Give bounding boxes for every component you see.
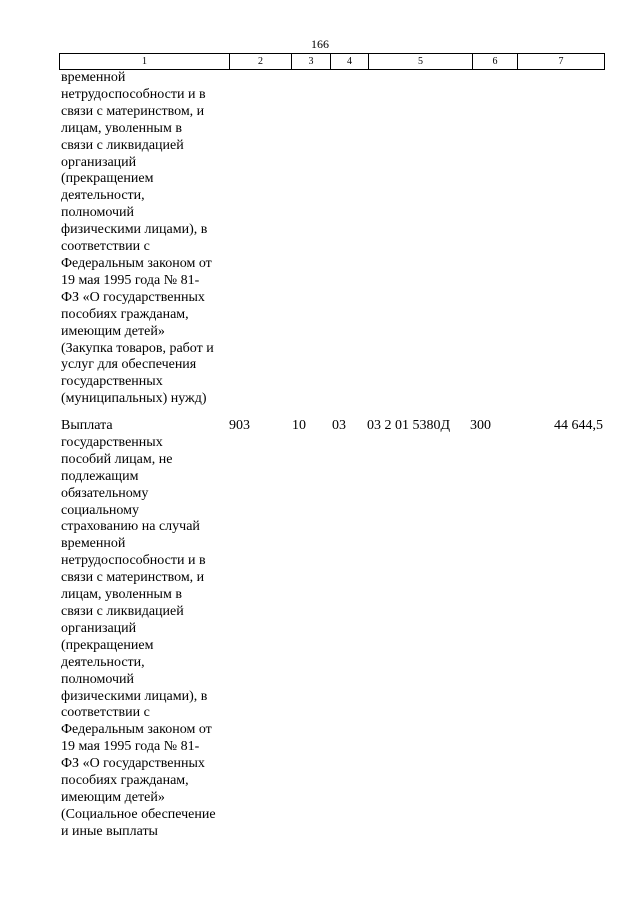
row-expense-type-code: 300 <box>470 418 491 433</box>
row-section-code: 10 <box>292 418 306 433</box>
row-name: Выплата государственных пособий лицам, не подлежащим обязательному социальному страхованию на случай временной нетрудоспособности и в связи с материнством, и лицам, уволенным в связи с ликвидацией организаций (прекращением деятельности, полномочий физическими лицами), в соответствии с Федеральным законом от 19 мая 1995 года № 81- ФЗ «О государственных пособиях гражданам, имеющим детей» (Социальное обеспечение и иные выплаты <box>61 418 216 839</box>
column-header-6: 6 <box>473 54 518 70</box>
column-header-3: 3 <box>292 54 331 70</box>
column-header-5: 5 <box>369 54 473 70</box>
column-header-7: 7 <box>518 54 605 70</box>
page-number: 166 <box>311 37 329 51</box>
row-amount: 44 644,5 <box>554 418 603 433</box>
column-number-header <box>59 53 605 70</box>
row-name: временной нетрудоспособности и в связи с материнством, и лицам, уволенным в связи с ликвидацией организаций (прекращением деятельности, полномочий физическими лицами), в соответствии с Федеральным законом от 19 мая 1995 года № 81- ФЗ «О государственных пособиях гражданам, имеющим детей» (Закупка товаров, работ и услуг для обеспечения государственных (муниципальных) нужд) <box>61 70 214 407</box>
row-subsection-code: 03 <box>332 418 346 433</box>
row-ministry-code: 903 <box>229 418 250 433</box>
column-header-4: 4 <box>331 54 369 70</box>
column-header-1: 1 <box>60 54 230 70</box>
column-header-2: 2 <box>230 54 292 70</box>
row-target-code: 03 2 01 5380Д <box>367 418 451 433</box>
